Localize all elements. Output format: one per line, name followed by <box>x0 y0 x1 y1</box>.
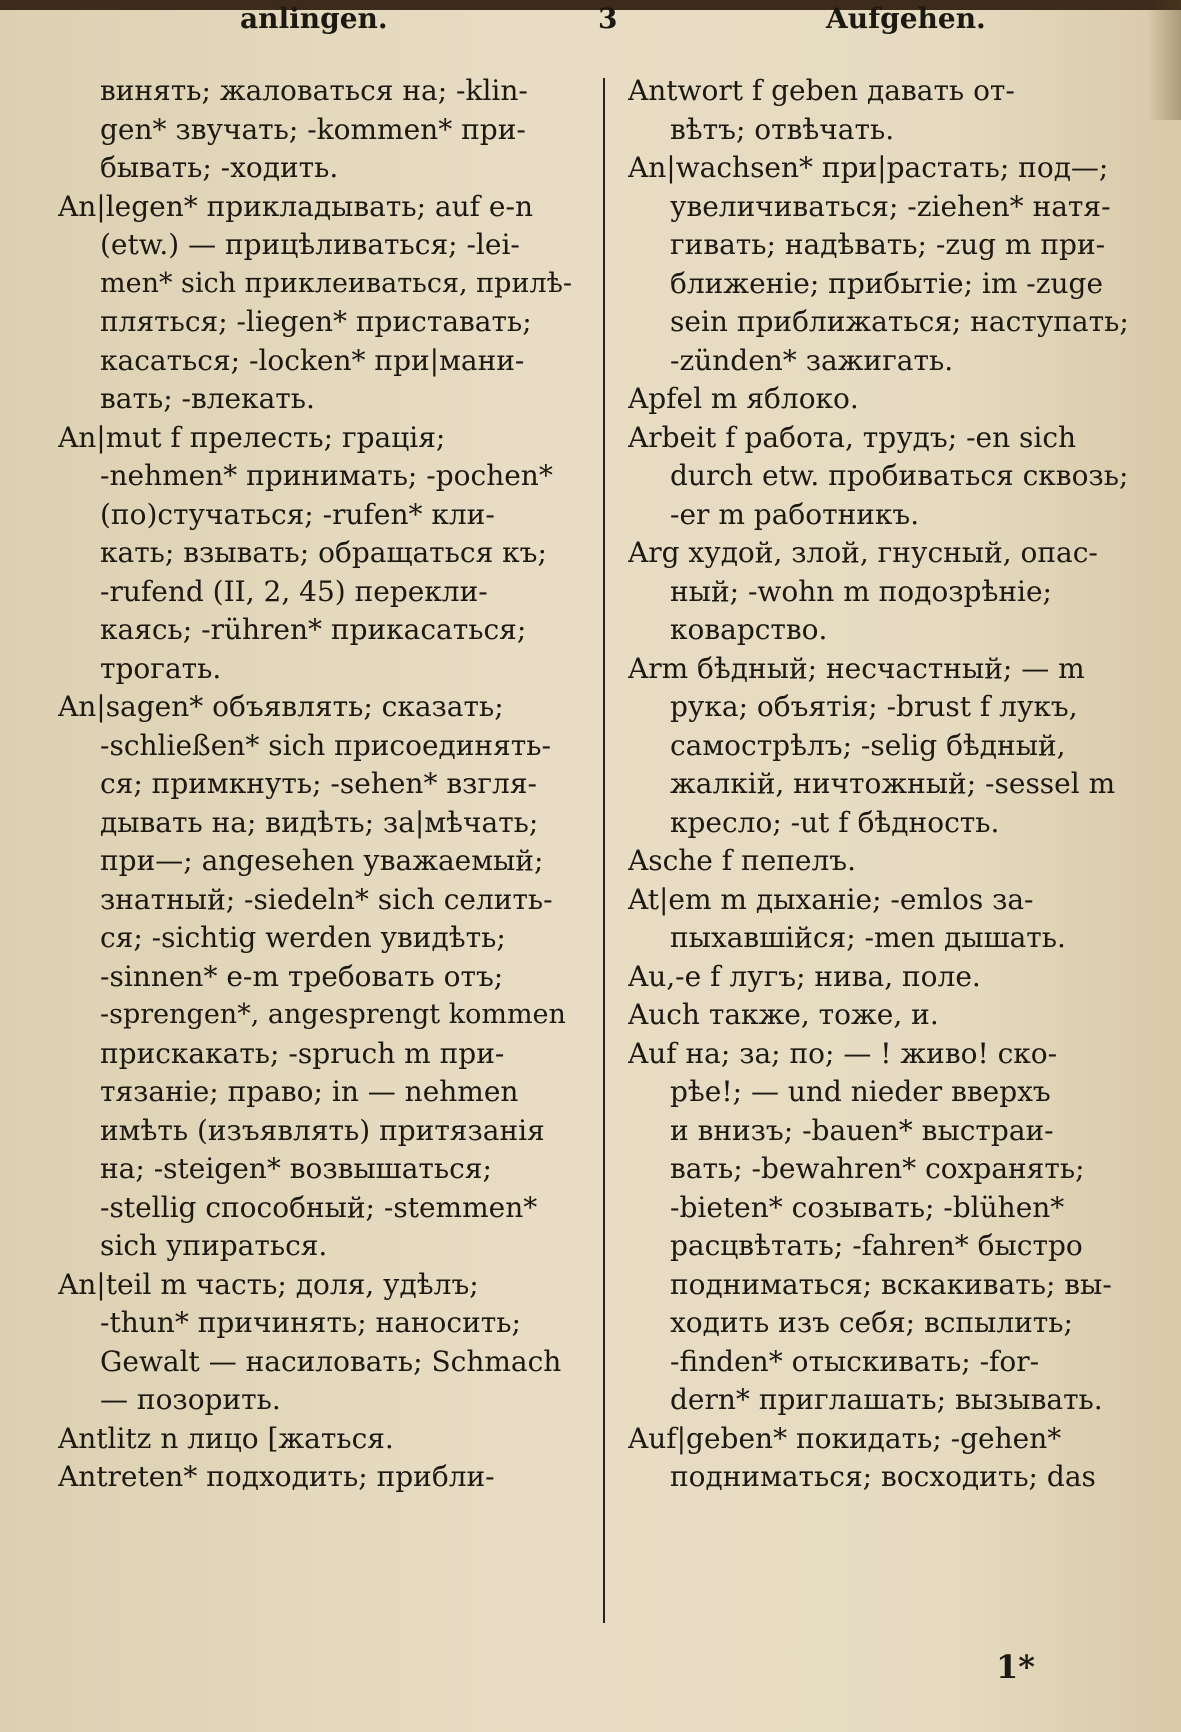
dictionary-line: Apfel m яблоко. <box>628 382 859 415</box>
dictionary-line: -finden* отыскивать; -for- <box>670 1344 1040 1378</box>
dictionary-line: -sinnen* e-m требовать отъ; <box>100 959 504 993</box>
dictionary-line: Auch также, тоже, и. <box>628 998 939 1031</box>
dictionary-line: dern* приглашать; вызывать. <box>670 1383 1103 1416</box>
header-left-catchword: anlingen. <box>240 2 388 35</box>
dictionary-line: Antwort f geben давать от- <box>628 74 1015 107</box>
dictionary-line: рѣе!; — und nieder вверхъ <box>670 1075 1051 1108</box>
dictionary-line: вать; -bewahren* сохранять; <box>670 1152 1085 1185</box>
dictionary-line: -bieten* созывать; -blühen* <box>670 1190 1065 1224</box>
dictionary-line: каясь; -rühren* прикасаться; <box>100 613 527 646</box>
dictionary-line: гивать; надѣвать; -zug m при- <box>670 228 1106 261</box>
dictionary-line: самострѣлъ; -selig бѣдный, <box>670 728 1066 762</box>
dictionary-line: Arm бѣдный; несчастный; — m <box>628 651 1085 685</box>
dictionary-line: An|teil m часть; доля, удѣлъ; <box>58 1267 479 1301</box>
dictionary-line: вѣтъ; отвѣчать. <box>670 112 895 146</box>
dictionary-line: Auf|geben* покидать; -gehen* <box>628 1421 1062 1455</box>
dictionary-line: знатный; -siedeln* sich селить- <box>100 882 553 916</box>
dictionary-line: sein приближаться; наступать; <box>670 305 1129 338</box>
dictionary-line: касаться; -locken* при|мани- <box>100 343 525 377</box>
dictionary-line: имѣть (изъявлять) притязанія <box>100 1113 545 1147</box>
dictionary-line: -sprengen*, angesprengt kommen <box>100 999 566 1030</box>
dictionary-line: -zünden* зажигать. <box>670 343 954 377</box>
dictionary-line: подниматься; восходить; das <box>670 1460 1096 1493</box>
dictionary-line: -er m работникъ. <box>670 497 920 531</box>
dictionary-line: кать; взывать; обращаться къ; <box>100 536 547 569</box>
dictionary-line: At|em m дыханіе; -emlos за- <box>628 882 1034 916</box>
dictionary-line: Gewalt — насиловать; Schmach <box>100 1344 562 1378</box>
dictionary-line: увеличиваться; -ziehen* натя- <box>670 189 1111 223</box>
dictionary-line: sich упираться. <box>100 1229 328 1262</box>
dictionary-line: рука; объятія; -brust f лукъ, <box>670 690 1078 723</box>
dictionary-line: бывать; -ходить. <box>100 151 339 184</box>
dictionary-line: Arg худой, злой, гнусный, опас- <box>628 536 1098 569</box>
dictionary-line: ся; -sichtig werden увидѣть; <box>100 921 506 954</box>
dictionary-line: и внизъ; -bauen* выстраи- <box>670 1113 1054 1147</box>
header-right-catchword: Aufgehen. <box>826 2 986 35</box>
running-header <box>0 0 1181 34</box>
dictionary-line: ходить изъ себя; вспылить; <box>670 1306 1073 1339</box>
dictionary-line: (etw.) — прицѣливаться; -lei- <box>100 228 520 261</box>
dictionary-line: ный; -wohn m подозрѣніе; <box>670 574 1052 608</box>
right-column <box>628 72 1143 1497</box>
dictionary-line: трогать. <box>100 651 222 685</box>
dictionary-line: durch etw. пробиваться сквозь; <box>670 459 1129 492</box>
dictionary-line: ближеніе; прибытіе; im -zuge <box>670 266 1104 300</box>
dictionary-line: (по)стучаться; -rufen* кли- <box>100 497 495 531</box>
dictionary-line: расцвѣтать; -fahren* быстро <box>670 1229 1083 1262</box>
dictionary-line: — позорить. <box>100 1383 281 1416</box>
dictionary-line: вать; -влекать. <box>100 382 315 415</box>
dictionary-line: Antreten* подходить; прибли- <box>58 1460 495 1493</box>
dictionary-line: ся; примкнуть; -sehen* взгля- <box>100 767 537 800</box>
dictionary-line: -rufend (II, 2, 45) перекли- <box>100 574 488 608</box>
dictionary-line: пыхавшійся; -men дышать. <box>670 921 1066 954</box>
signature-mark: 1* <box>996 1648 1035 1686</box>
dictionary-line: gen* звучать; -kommen* при- <box>100 112 526 146</box>
dictionary-line: дывать на; видѣть; за|мѣчать; <box>100 805 539 839</box>
dictionary-line: жалкій, ничтожный; -sessel m <box>670 767 1116 800</box>
dictionary-line: An|wachsen* при|растать; под—; <box>628 151 1109 184</box>
dictionary-line: тязаніе; право; in — nehmen <box>100 1075 519 1108</box>
dictionary-line: кресло; -ut f бѣдность. <box>670 805 1000 839</box>
dictionary-line: прискакать; -spruch m при- <box>100 1036 505 1070</box>
dictionary-line: Auf на; за; по; — ! живо! ско- <box>628 1036 1058 1070</box>
dictionary-line: An|sagen* объявлять; сказать; <box>58 690 504 723</box>
dictionary-line: -schließen* sich присоединять- <box>100 728 551 762</box>
dictionary-line: An|legen* прикладывать; auf e-n <box>58 189 533 223</box>
dictionary-line: -thun* причинять; наносить; <box>100 1306 521 1339</box>
dictionary-line: Antlitz n лицо [жаться. <box>58 1421 394 1455</box>
dictionary-line: винять; жаловаться на; -klin- <box>100 74 528 107</box>
dictionary-line: Arbeit f работа, трудъ; -en sich <box>628 420 1077 454</box>
dictionary-line: -nehmen* принимать; -pochen* <box>100 459 553 492</box>
dictionary-line: Asche f пепелъ. <box>628 844 857 877</box>
dictionary-line: пляться; -liegen* приставать; <box>100 305 532 338</box>
left-column <box>58 72 578 1497</box>
column-divider <box>603 78 605 1623</box>
dictionary-line: коварство. <box>670 613 828 646</box>
dictionary-line: на; -steigen* возвышаться; <box>100 1152 492 1185</box>
page-number: 3 <box>598 2 618 35</box>
dictionary-line: men* sich приклеиваться, прилѣ- <box>100 267 572 299</box>
dictionary-line: подниматься; вскакивать; вы- <box>670 1267 1112 1301</box>
dictionary-line: при—; angesehen уважаемый; <box>100 844 544 877</box>
dictionary-line: An|mut f прелесть; грація; <box>58 420 446 454</box>
dictionary-line: Au,-e f лугъ; нива, поле. <box>628 959 981 993</box>
dictionary-line: -stellig способный; -stemmen* <box>100 1190 538 1224</box>
